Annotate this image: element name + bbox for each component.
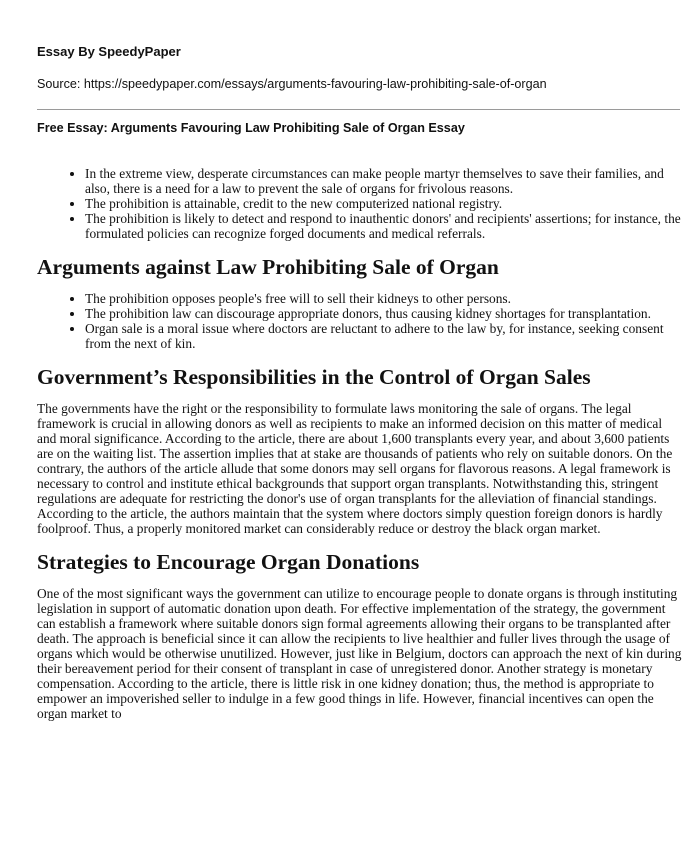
against-points-list (37, 291, 682, 351)
section-heading-strategies: Strategies to Encourage Organ Donations (37, 550, 420, 574)
brand-line: Essay By SpeedyPaper (37, 44, 181, 59)
header-divider (37, 109, 680, 110)
list-item: • In the extreme view, desperate circumstances can make people martyr themselves to save their families, and also, there is a need for a law to prevent the sale of organs for frivolous reasons. (85, 166, 682, 196)
list-item: • The prohibition is likely to detect and respond to inauthentic donors' and recipients' assertions; for instance, the formulated policies can recognize forged documents and medical referrals. (85, 211, 682, 241)
list-item: • Organ sale is a moral issue where doctors are reluctant to adhere to the law by, for instance, seeking consent from the next of kin. (85, 321, 682, 351)
favour-points-list (37, 166, 682, 241)
essay-title: Free Essay: Arguments Favouring Law Prohibiting Sale of Organ Essay (37, 121, 465, 135)
source-line: Source: https://speedypaper.com/essays/arguments-favouring-law-prohibiting-sale-of-organ (37, 77, 547, 91)
list-item: • The prohibition opposes people's free will to sell their kidneys to other persons. (85, 291, 682, 306)
paragraph-strategies: One of the most significant ways the government can utilize to encourage people to donate organs is through instituting legislation in support of automatic donation upon death. For effective implementation of the strategy, the government can establish a framework where suitable donors sign formal agreements allowing their organs to be transplanted after death. The approach is beneficial since it can allow the recipients to live healthier and fuller lives through the usage of organs which would be otherwise unutilized. However, just like in Belgium, doctors can approach the next of kin during their bereavement period for their consent of transplant in case of unregistered donor. Another strategy is monetary compensation. According to the article, there is little risk in one kidney donation; thus, the method is appropriate to empower an impoverished seller to indulge in a few good things in life. However, financial incentives can open the organ market to (37, 586, 682, 721)
section-heading-against: Arguments against Law Prohibiting Sale of Organ (37, 255, 499, 279)
essay-body (37, 166, 682, 721)
list-item: • The prohibition law can discourage appropriate donors, thus causing kidney shortages for transplantation. (85, 306, 682, 321)
section-heading-government: Government’s Responsibilities in the Control of Organ Sales (37, 365, 591, 389)
paragraph-government: The governments have the right or the responsibility to formulate laws monitoring the sale of organs. The legal framework is crucial in allowing donors as well as recipients to make an informed decision on this matter of medical and moral significance. According to the article, there are about 1,600 transplants every year, and about 3,600 patients are on the waiting list. The assertion implies that at stake are thousands of patients who rely on suitable donors. On the contrary, the authors of the article allude that some donors may sell organs for flavorous reasons. A legal framework is necessary to control and institute ethical backgrounds that support organ transplants. Notwithstanding this, stringent regulations are adequate for restricting the donor's use of organ transplants for the alleviation of financial standings. According to the article, the authors maintain that the system where doctors simply question foreign donors is hardly foolproof. Thus, a properly monitored market can considerably reduce or destroy the black organ market. (37, 401, 673, 536)
list-item: • The prohibition is attainable, credit to the new computerized national registry. (85, 196, 682, 211)
